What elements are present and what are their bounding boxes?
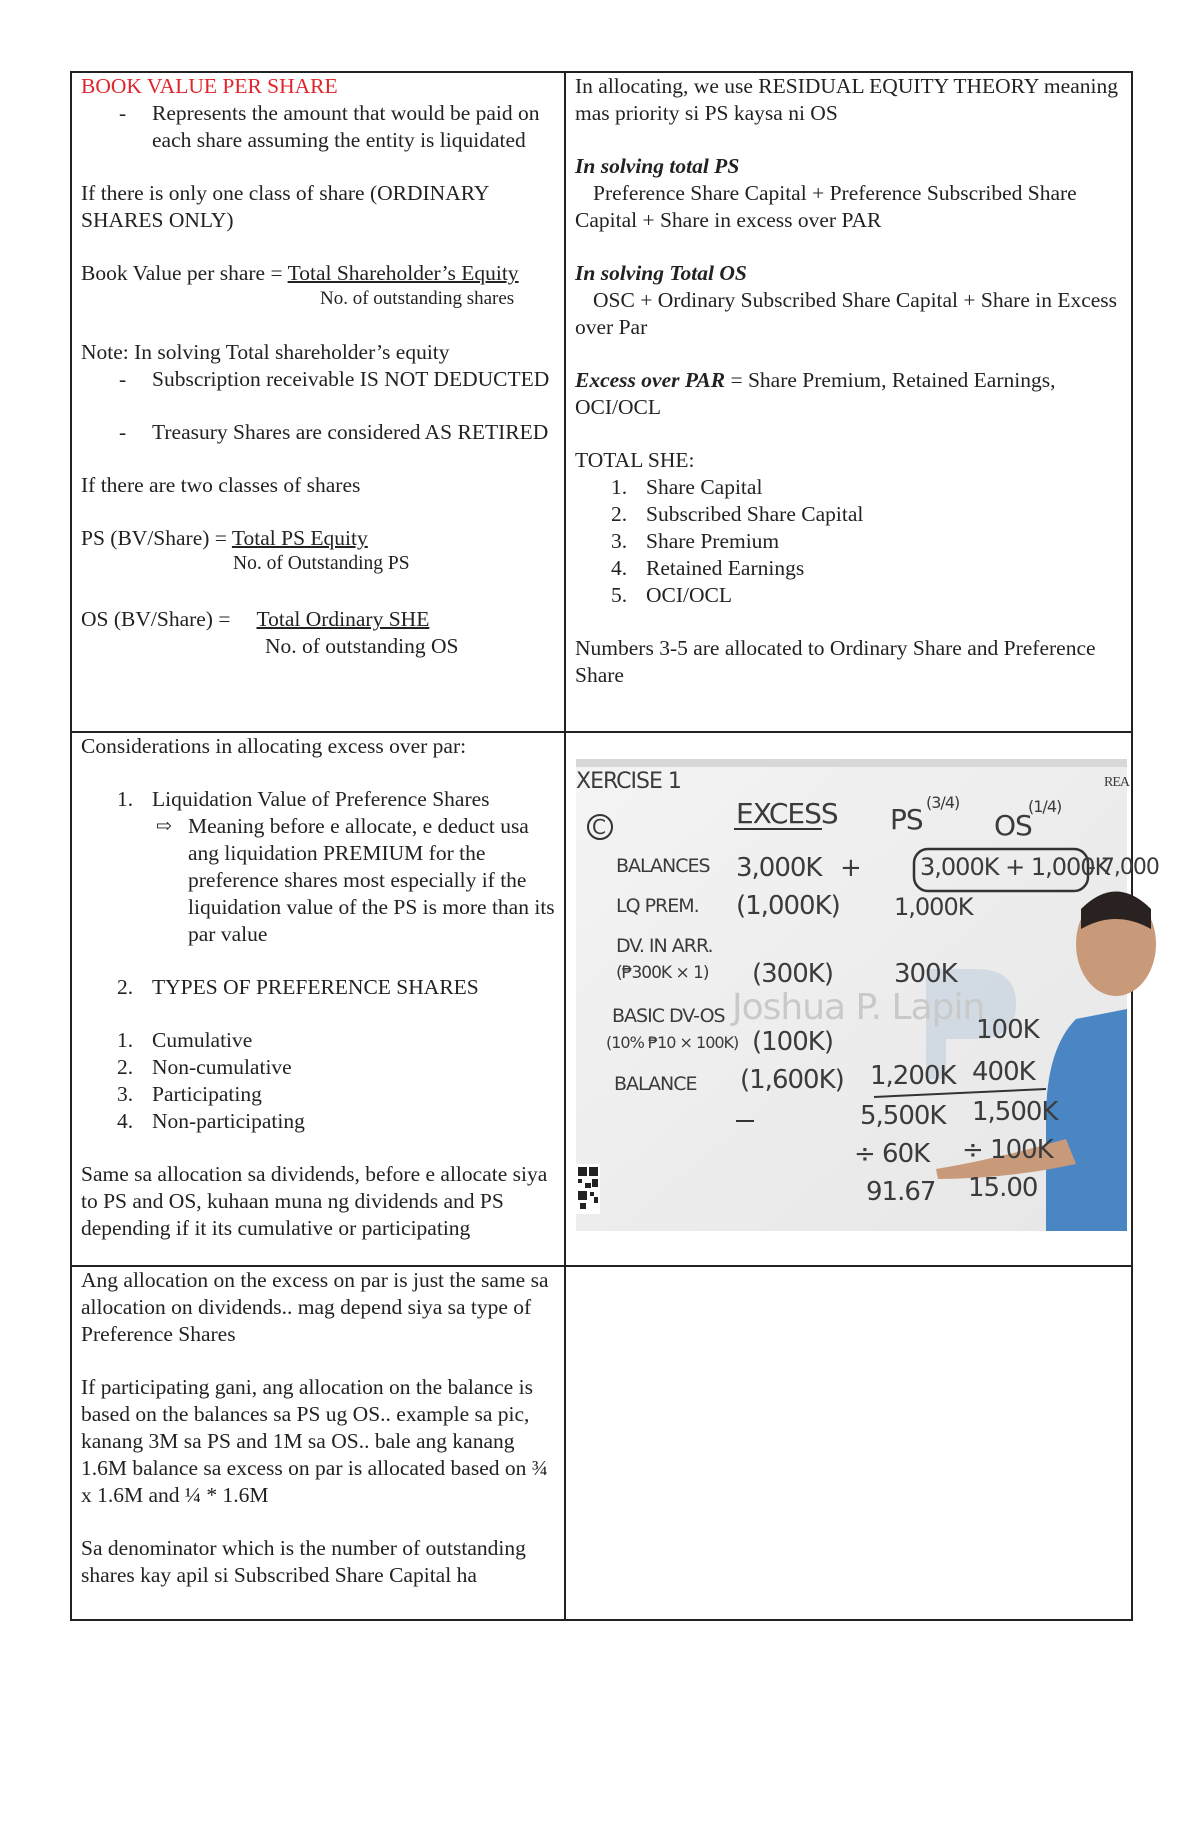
same-allocation-note: Same sa allocation sa dividends, before e allocate siya to PS and OS, kuhaan muna ng dividends and PS depending if it its cumulative or participating xyxy=(81,1162,548,1240)
heading-book-value: BOOK VALUE PER SHARE xyxy=(81,74,338,98)
excess-over-par xyxy=(575,367,1125,421)
wb-v2: 3,000K + 1,000K xyxy=(920,853,1110,881)
allocation-para-3: Sa denominator which is the number of outstanding shares kay apil si Subscribed Share Capital ha xyxy=(81,1536,526,1587)
dash-bullet: - xyxy=(119,101,127,125)
wb-v6: (300K) xyxy=(752,959,833,989)
wb-watermark: Joshua P. Lapin xyxy=(732,987,985,1028)
ps-numerator: Total PS Equity xyxy=(231,526,368,550)
consideration-item-1: Liquidation Value of Preference Shares xyxy=(152,787,490,811)
wb-v16: ÷ 100K xyxy=(962,1135,1053,1165)
allocation-para-1: Ang allocation on the excess on par is just the same sa allocation on dividends.. mag depend siya sa type of Preference Shares xyxy=(81,1268,549,1346)
table-border-left xyxy=(70,71,72,1621)
total-she-label: TOTAL SHE: xyxy=(575,448,695,472)
wb-corner: REA xyxy=(1104,775,1129,790)
list-item xyxy=(81,100,557,154)
wb-ps-fraction: (3/4) xyxy=(926,793,960,812)
list-item: 1. Liquidation Value of Preference Shares xyxy=(117,787,490,811)
wb-v9: 100K xyxy=(976,1015,1039,1045)
wb-os-header: OS xyxy=(994,809,1032,842)
excess-label: Excess over PAR xyxy=(575,368,726,392)
cell-empty xyxy=(575,1267,1125,1617)
she-item-1: Share Capital xyxy=(646,475,763,499)
list-item xyxy=(81,366,557,393)
bv-formula xyxy=(81,260,557,287)
wb-plus: + xyxy=(840,853,861,883)
wb-c: C xyxy=(592,815,605,839)
wb-excess-header: EXCESS xyxy=(736,797,838,830)
wb-dv-in-arr: DV. IN ARR. xyxy=(616,935,713,957)
whiteboard-photo xyxy=(576,759,1159,1231)
list-item: 3. Participating xyxy=(117,1082,262,1106)
wb-v1: 3,000K xyxy=(736,853,822,883)
ps-label: PS (BV/Share) = xyxy=(81,526,232,550)
bv-label: Book Value per share = xyxy=(81,261,288,285)
os-formula xyxy=(81,606,557,633)
wb-basic: BASIC DV-OS xyxy=(612,1005,725,1027)
wb-v13: 5,500K xyxy=(860,1101,946,1131)
list-item: 3. Share Premium xyxy=(611,529,780,553)
numbers-note: Numbers 3-5 are allocated to Ordinary Share and Preference Share xyxy=(575,636,1096,687)
consideration-item-1-sub: Meaning before e allocate, e deduct usa ang liquidation PREMIUM for the preference shares most especially if the liquidation value of the PS is more than its par value xyxy=(188,814,555,946)
type-item-4: Non-participating xyxy=(152,1109,305,1133)
excess-text: = Share Premium, Retained Earnings, OCI/OCL xyxy=(575,368,1056,419)
she-item-4: Retained Earnings xyxy=(646,556,805,580)
wb-dv-in-arr-2: (₱300K × 1) xyxy=(616,963,709,983)
wb-v15: ÷ 60K xyxy=(854,1139,930,1169)
list-item: 1. Share Capital xyxy=(611,475,763,499)
note-item-2: Treasury Shares are considered AS RETIRED xyxy=(152,420,549,444)
arrow-icon: ⇨ xyxy=(156,816,172,837)
wb-v3: - 7,000 xyxy=(1088,855,1159,880)
wb-basic-2: (10% ₱10 × 100K) xyxy=(606,1033,739,1052)
note-item-1: Subscription receivable IS NOT DEDUCTED xyxy=(152,367,550,391)
list-item: 4. Retained Earnings xyxy=(611,556,805,580)
cell-allocation-notes xyxy=(81,1267,557,1589)
os-label: OS (BV/Share) = xyxy=(81,607,231,631)
list-item xyxy=(81,419,557,446)
wb-v17: 91.67 xyxy=(866,1177,936,1207)
if-one-class-line1: If there is only one class of share (ORDINARY xyxy=(81,181,490,205)
list-item: 4. Non-participating xyxy=(117,1109,305,1133)
wb-ps-header: PS xyxy=(890,803,923,836)
intro-text: In allocating, we use RESIDUAL EQUITY THEORY meaning mas priority si PS kaysa ni OS xyxy=(575,74,1118,125)
bv-denominator: No. of outstanding shares xyxy=(320,288,515,309)
wb-v4: (1,000K) xyxy=(736,891,840,921)
wb-v11: 1,200K xyxy=(870,1061,956,1091)
ps-total-formula: Preference Share Capital + Preference Subscribed Share Capital + Share in excess over PAR xyxy=(575,181,1077,232)
wb-os-fraction: (1/4) xyxy=(1028,797,1062,816)
list-item: 1. Cumulative xyxy=(117,1028,253,1052)
qr-code-icon xyxy=(576,1164,600,1214)
she-item-3: Share Premium xyxy=(646,529,780,553)
note-text: Note: In solving Total shareholder’s equity xyxy=(81,340,450,364)
dash-bullet: - xyxy=(119,367,127,391)
list-item: 5. OCI/OCL xyxy=(611,583,732,607)
she-item-5: OCI/OCL xyxy=(646,583,732,607)
wb-v12: 400K xyxy=(972,1057,1035,1087)
cell-book-value xyxy=(81,73,557,660)
os-denominator: No. of outstanding OS xyxy=(265,634,459,658)
she-item-2: Subscribed Share Capital xyxy=(646,502,864,526)
type-item-2: Non-cumulative xyxy=(152,1055,292,1079)
type-item-3: Participating xyxy=(152,1082,262,1106)
ps-denominator: No. of Outstanding PS xyxy=(233,553,410,574)
os-heading: In solving Total OS xyxy=(575,261,747,285)
wb-lq-prem: LQ PREM. xyxy=(616,895,699,917)
list-item: 2. Non-cumulative xyxy=(117,1055,292,1079)
if-one-class-line2: SHARES ONLY) xyxy=(81,208,234,232)
cell-considerations xyxy=(81,733,557,1242)
type-item-1: Cumulative xyxy=(152,1028,253,1052)
table-border-middle xyxy=(564,71,566,1621)
table-border-bottom xyxy=(70,1619,1132,1621)
ps-formula xyxy=(81,525,557,552)
dash-bullet: - xyxy=(119,420,127,444)
cell-residual-equity xyxy=(575,73,1125,689)
list-item: 2. Subscribed Share Capital xyxy=(611,502,864,526)
list-item: 2. TYPES OF PREFERENCE SHARES xyxy=(117,975,479,999)
considerations-heading: Considerations in allocating excess over par: xyxy=(81,734,467,758)
wb-balances: BALANCES xyxy=(616,855,710,877)
allocation-para-2: If participating gani, ang allocation on the balance is based on the balances sa PS ug OS.. example sa pic, kanang 3M sa PS and 1M sa OS.. bale ang kanang 1.6M balance sa excess on par is allocated based on ¾ x 1.6M and ¼ * 1.6M xyxy=(81,1375,548,1507)
wb-exercise: XERCISE 1 xyxy=(576,769,681,794)
wb-v5: 1,000K xyxy=(894,893,973,921)
wb-v18: 15.00 xyxy=(968,1173,1038,1203)
table-border-right xyxy=(1131,71,1133,1621)
list-item xyxy=(81,813,557,948)
os-total-formula: OSC + Ordinary Subscribed Share Capital + Share in Excess over Par xyxy=(575,288,1118,339)
wb-v10: (1,600K) xyxy=(740,1065,844,1095)
consideration-item-2: TYPES OF PREFERENCE SHARES xyxy=(152,975,479,999)
wb-v7: 300K xyxy=(894,959,957,989)
os-numerator: Total Ordinary SHE xyxy=(256,607,430,631)
wb-balance: BALANCE xyxy=(614,1073,697,1095)
wb-v8: (100K) xyxy=(752,1027,833,1057)
wb-v14: 1,500K xyxy=(972,1097,1058,1127)
represents-text: Represents the amount that would be paid on each share assuming the entity is liquidated xyxy=(152,101,540,152)
two-classes-text: If there are two classes of shares xyxy=(81,473,361,497)
ps-heading: In solving total PS xyxy=(575,154,740,178)
bv-numerator: Total Shareholder’s Equity xyxy=(287,261,519,285)
